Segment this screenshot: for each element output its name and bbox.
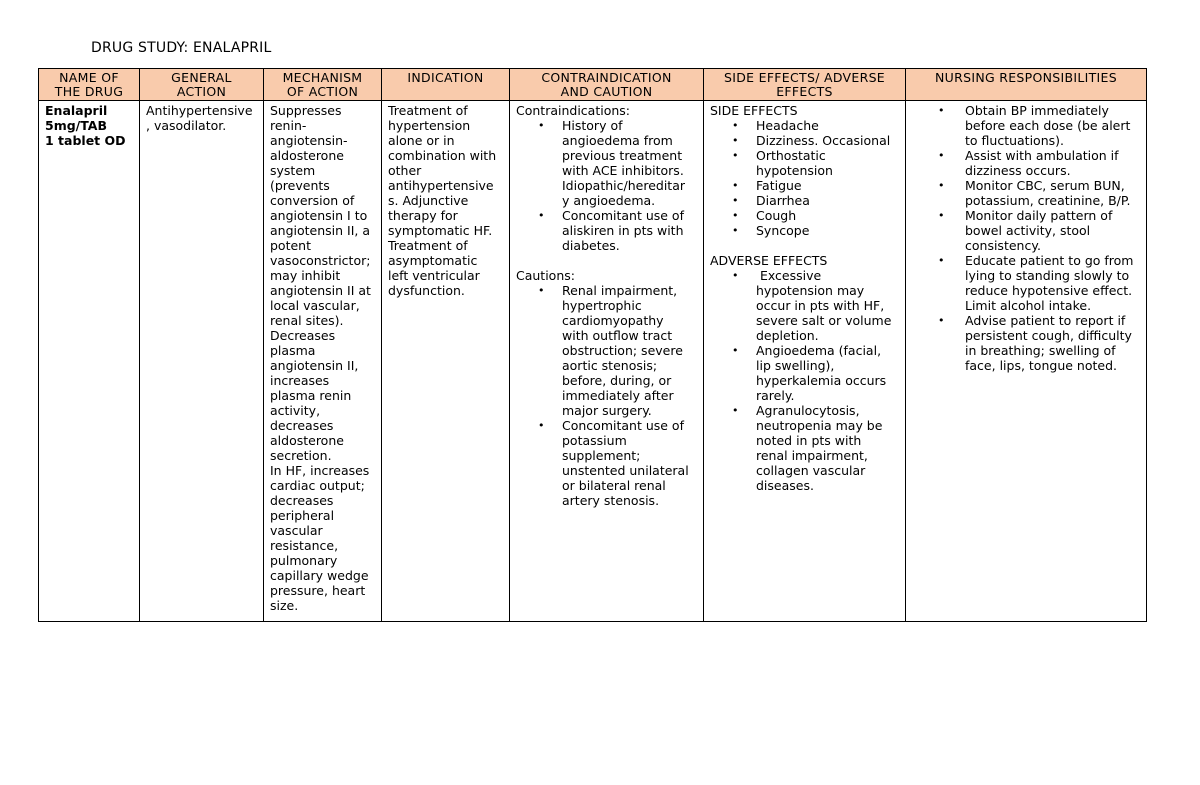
list-item-line: Angioedema (facial, xyxy=(756,343,882,358)
header-indication: INDICATION xyxy=(382,69,510,101)
text-line: angiotensin- xyxy=(270,133,348,148)
bullet-icon: • xyxy=(538,284,545,297)
text-line: renal sites). xyxy=(270,313,344,328)
list-item xyxy=(912,253,1142,313)
list-item-line: aortic stenosis; xyxy=(562,358,658,373)
bullet-icon: • xyxy=(732,179,739,192)
text-line: combination with xyxy=(388,148,497,163)
list-item xyxy=(912,178,1142,208)
text-line: size. xyxy=(270,598,299,613)
bullet-icon: • xyxy=(732,209,739,222)
list-item-line: consistency. xyxy=(965,238,1041,253)
bullet-icon: • xyxy=(732,269,739,282)
nursing-responsibilities-cell xyxy=(906,101,1147,622)
text-line: conversion of xyxy=(270,193,355,208)
list-item xyxy=(710,343,901,403)
list-item-line: potassium, creatinine, B/P. xyxy=(965,193,1131,208)
drug-name: Enalapril xyxy=(45,103,108,118)
list-item-line: hypertrophic xyxy=(562,298,642,313)
list-item-line: Advise patient to report if xyxy=(965,313,1126,328)
cautions-list xyxy=(516,283,699,508)
list-item-line: angioedema from xyxy=(562,133,673,148)
list-item-line: reduce hypotensive effect. xyxy=(965,283,1133,298)
text-line: vascular xyxy=(270,523,323,538)
indication-text xyxy=(388,103,505,298)
text-line: may inhibit xyxy=(270,268,341,283)
list-item-line: Limit alcohol intake. xyxy=(965,298,1092,313)
bullet-icon: • xyxy=(538,119,545,132)
side-effects-cell xyxy=(704,101,906,622)
list-item-line: neutropenia may be xyxy=(756,418,883,433)
header-contraindication-caution: CONTRAINDICATION AND CAUTION xyxy=(510,69,704,101)
list-item-line: or bilateral renal xyxy=(562,478,666,493)
adverse-effects-list xyxy=(710,268,901,493)
list-item-line: Dizziness. Occasional xyxy=(756,133,891,148)
list-item-line: y angioedema. xyxy=(562,193,656,208)
contraindications-list xyxy=(516,118,699,253)
text-line: Suppresses xyxy=(270,103,342,118)
text-line: Decreases xyxy=(270,328,336,343)
list-item xyxy=(516,418,699,508)
list-item-line: Renal impairment, xyxy=(562,283,678,298)
text-line: s. Adjunctive xyxy=(388,193,469,208)
text-line: vasoconstrictor; xyxy=(270,253,371,268)
text-line: decreases xyxy=(270,418,334,433)
list-item-line: artery stenosis. xyxy=(562,493,660,508)
text-line: In HF, increases xyxy=(270,463,370,478)
text-line: (prevents xyxy=(270,178,330,193)
text-line: angiotensin II, a xyxy=(270,223,371,238)
text-line: dysfunction. xyxy=(388,283,465,298)
text-line: secretion. xyxy=(270,448,332,463)
list-item-line: Orthostatic xyxy=(756,148,826,163)
list-item-line: rarely. xyxy=(756,388,795,403)
cautions-heading: Cautions: xyxy=(516,268,575,283)
list-item-line: before, during, or xyxy=(562,373,672,388)
list-item-line: dizziness occurs. xyxy=(965,163,1071,178)
list-item-line: Concomitant use of xyxy=(562,208,684,223)
adverse-effects-heading: ADVERSE EFFECTS xyxy=(710,253,828,268)
list-item-line: immediately after xyxy=(562,388,674,403)
bullet-icon: • xyxy=(732,134,739,147)
list-item-line: Headache xyxy=(756,118,819,133)
text-line: antihypertensive xyxy=(388,178,494,193)
bullet-icon: • xyxy=(732,194,739,207)
list-item-line: noted in pts with xyxy=(756,433,862,448)
list-item-line: Fatigue xyxy=(756,178,802,193)
list-item-line: renal impairment, xyxy=(756,448,868,463)
list-item xyxy=(710,268,901,343)
list-item xyxy=(516,208,699,253)
drug-study-table xyxy=(38,68,1147,622)
list-item-line: Agranulocytosis, xyxy=(756,403,860,418)
list-item-line: occur in pts with HF, xyxy=(756,298,885,313)
bullet-icon: • xyxy=(938,254,945,267)
list-item-line: Monitor daily pattern of xyxy=(965,208,1113,223)
list-item-line: Cough xyxy=(756,208,797,223)
bullet-icon: • xyxy=(732,119,739,132)
side-effects-list xyxy=(710,118,901,238)
list-item-line: severe salt or volume xyxy=(756,313,892,328)
text-line: peripheral xyxy=(270,508,335,523)
text-line: Treatment of xyxy=(388,238,468,253)
contraindication-cell xyxy=(510,101,704,622)
list-item-line: supplement; xyxy=(562,448,641,463)
list-item-line: depletion. xyxy=(756,328,819,343)
drug-row xyxy=(39,101,1147,622)
bullet-icon: • xyxy=(938,149,945,162)
bullet-icon: • xyxy=(938,314,945,327)
text-line: plasma renin xyxy=(270,388,352,403)
text-line: aldosterone xyxy=(270,148,344,163)
header-name-of-drug: NAME OF THE DRUG xyxy=(39,69,140,101)
list-item xyxy=(710,178,901,193)
text-line: hypertension xyxy=(388,118,471,133)
list-item-line: Syncope xyxy=(756,223,810,238)
text-line: therapy for xyxy=(388,208,458,223)
header-mechanism-of-action: MECHANISM OF ACTION xyxy=(264,69,382,101)
drug-name-cell xyxy=(39,101,140,622)
text-line: capillary wedge xyxy=(270,568,369,583)
list-item-line: in breathing; swelling of xyxy=(965,343,1116,358)
list-item-line: face, lips, tongue noted. xyxy=(965,358,1117,373)
header-side-effects: SIDE EFFECTS/ ADVERSE EFFECTS xyxy=(704,69,906,101)
list-item-line: Obtain BP immediately xyxy=(965,103,1109,118)
list-item-line: Diarrhea xyxy=(756,193,810,208)
text-line: decreases xyxy=(270,493,334,508)
list-item-line: lying to standing slowly to xyxy=(965,268,1130,283)
list-item xyxy=(710,133,901,148)
bullet-icon: • xyxy=(938,104,945,117)
list-item-line: to fluctuations). xyxy=(965,133,1064,148)
text-line: resistance, xyxy=(270,538,339,553)
list-item-line: hypotension may xyxy=(756,283,865,298)
nursing-list xyxy=(912,103,1142,373)
document-title: DRUG STUDY: ENALAPRIL xyxy=(91,40,272,56)
list-item-line: Idiopathic/hereditar xyxy=(562,178,685,193)
text-line: other xyxy=(388,163,422,178)
mechanism-text xyxy=(270,103,377,613)
list-item-line: collagen vascular xyxy=(756,463,866,478)
text-line: plasma xyxy=(270,343,316,358)
mechanism-cell xyxy=(264,101,382,622)
list-item-line: with ACE inhibitors. xyxy=(562,163,684,178)
drug-frequency: 1 tablet OD xyxy=(45,133,126,148)
text-line: renin- xyxy=(270,118,307,133)
list-item-line: Assist with ambulation if xyxy=(965,148,1119,163)
list-item xyxy=(912,208,1142,253)
list-item-line: before each dose (be alert xyxy=(965,118,1131,133)
list-item-line: hyperkalemia occurs xyxy=(756,373,887,388)
list-item xyxy=(516,118,699,208)
list-item-line: aliskiren in pts with xyxy=(562,223,684,238)
bullet-icon: • xyxy=(732,149,739,162)
list-item-line: Concomitant use of xyxy=(562,418,684,433)
bullet-icon: • xyxy=(732,344,739,357)
text-line: alone or in xyxy=(388,133,455,148)
list-item-line: bowel activity, stool xyxy=(965,223,1091,238)
text-line: pressure, heart xyxy=(270,583,366,598)
list-item xyxy=(516,283,699,418)
side-effects-heading: SIDE EFFECTS xyxy=(710,103,798,118)
list-item-line: Excessive xyxy=(756,268,822,283)
text-line: symptomatic HF. xyxy=(388,223,493,238)
list-item-line: hypotension xyxy=(756,163,833,178)
text-line: cardiac output; xyxy=(270,478,365,493)
bullet-icon: • xyxy=(538,209,545,222)
list-item-line: Monitor CBC, serum BUN, xyxy=(965,178,1125,193)
text-line: asymptomatic xyxy=(388,253,478,268)
text-line: local vascular, xyxy=(270,298,360,313)
list-item-line: Educate patient to go from xyxy=(965,253,1134,268)
list-item-line: History of xyxy=(562,118,623,133)
list-item-line: persistent cough, difficulty xyxy=(965,328,1132,343)
list-item-line: unstented unilateral xyxy=(562,463,689,478)
list-item xyxy=(710,223,901,238)
text-line: angiotensin II at xyxy=(270,283,371,298)
bullet-icon: • xyxy=(938,209,945,222)
list-item-line: previous treatment xyxy=(562,148,683,163)
general-action-cell: Antihypertensive , vasodilator. xyxy=(140,101,264,622)
bullet-icon: • xyxy=(732,404,739,417)
text-line: activity, xyxy=(270,403,321,418)
text-line: increases xyxy=(270,373,330,388)
list-item-line: potassium xyxy=(562,433,627,448)
list-item-line: major surgery. xyxy=(562,403,652,418)
list-item xyxy=(710,193,901,208)
list-item-line: lip swelling), xyxy=(756,358,835,373)
header-general-action: GENERAL ACTION xyxy=(140,69,264,101)
header-row xyxy=(39,69,1147,101)
bullet-icon: • xyxy=(732,224,739,237)
header-nursing-responsibilities: NURSING RESPONSIBILITIES xyxy=(906,69,1147,101)
text-line: angiotensin II, xyxy=(270,358,359,373)
text-line: potent xyxy=(270,238,311,253)
drug-dose: 5mg/TAB xyxy=(45,118,107,133)
text-line: angiotensin I to xyxy=(270,208,368,223)
list-item xyxy=(710,403,901,493)
list-item xyxy=(912,313,1142,373)
text-line: Treatment of xyxy=(388,103,468,118)
text-line: pulmonary xyxy=(270,553,338,568)
list-item xyxy=(912,103,1142,148)
list-item-line: diabetes. xyxy=(562,238,620,253)
list-item xyxy=(710,208,901,223)
text-line: left ventricular xyxy=(388,268,480,283)
list-item-line: with outflow tract xyxy=(562,328,673,343)
list-item xyxy=(912,148,1142,178)
contraindications-heading: Contraindications: xyxy=(516,103,631,118)
list-item-line: obstruction; severe xyxy=(562,343,683,358)
text-line: aldosterone xyxy=(270,433,344,448)
list-item xyxy=(710,118,901,133)
list-item-line: diseases. xyxy=(756,478,814,493)
bullet-icon: • xyxy=(538,419,545,432)
list-item xyxy=(710,148,901,178)
bullet-icon: • xyxy=(938,179,945,192)
list-item-line: cardiomyopathy xyxy=(562,313,664,328)
indication-cell xyxy=(382,101,510,622)
text-line: system xyxy=(270,163,316,178)
